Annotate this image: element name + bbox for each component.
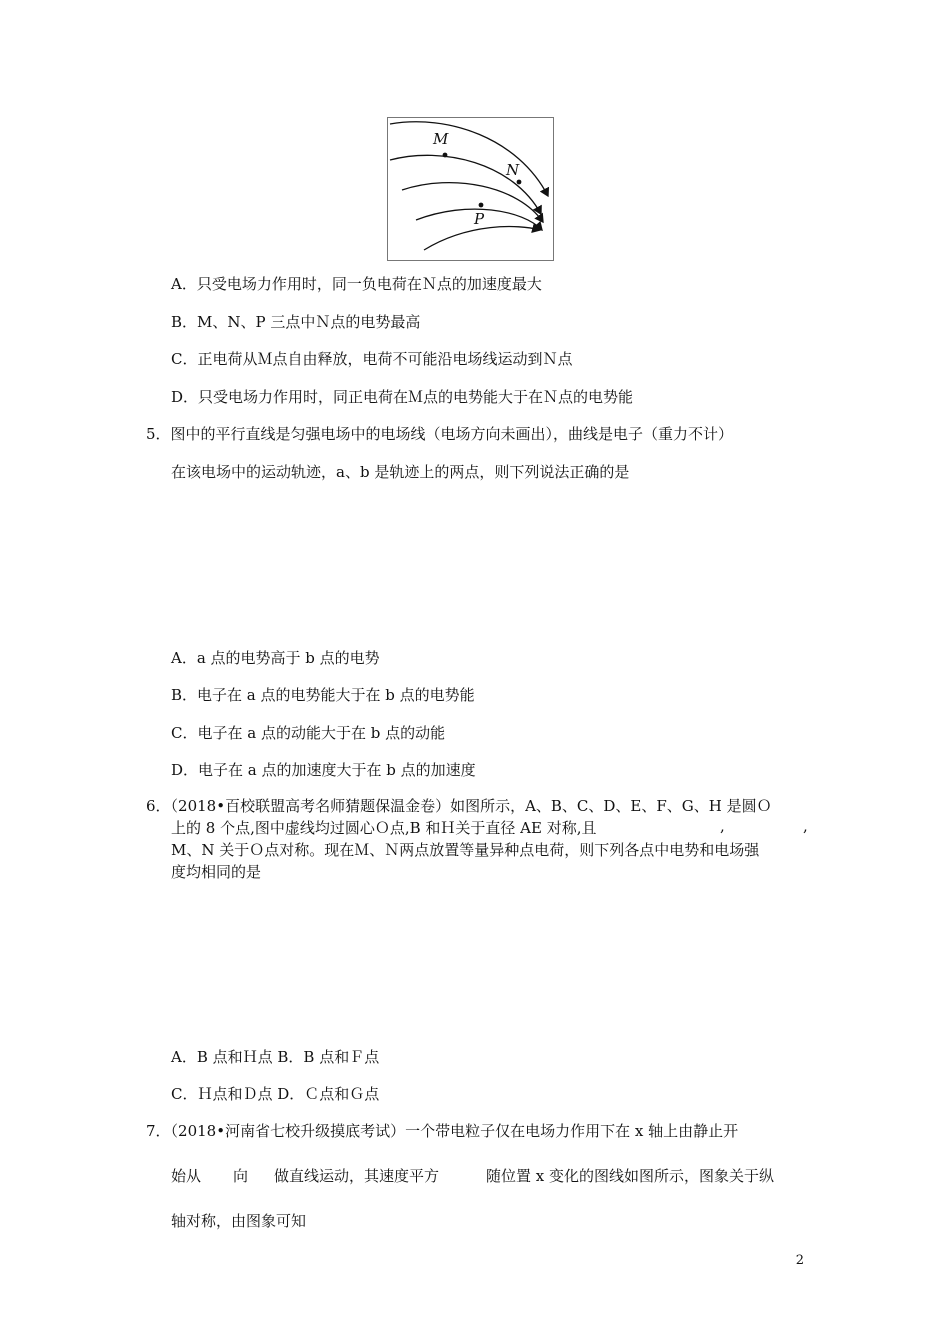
field-lines-diagram: [388, 118, 553, 260]
q6-stem-line4: 度均相同的是: [171, 863, 262, 881]
q7-stem-line3: 轴对称，由图象可知: [171, 1212, 307, 1230]
q7-stem-line2c: 做直线运动，其速度平方: [274, 1167, 440, 1185]
q4-option-b: B．M、N、P 三点中Ｎ点的电势最高: [171, 313, 421, 331]
page-number: 2: [795, 1253, 804, 1268]
q5-stem-line1: 5．图中的平行直线是匀强电场中的电场线（电场方向未画出），曲线是电子（重力不计）: [146, 425, 734, 443]
q7-stem-line2b: 向: [233, 1167, 249, 1185]
q6-stem-line1: 6．（2018•百校联盟高考名师猜题保温金卷）如图所示，A、B、C、D、E、F、G、H 是圆Ｏ: [146, 797, 772, 815]
q5-option-c: C．电子在 a 点的动能大于在 b 点的动能: [171, 724, 446, 742]
q4-option-a: A．只受电场力作用时，同一负电荷在Ｎ点的加速度最大: [171, 275, 542, 293]
q5-option-d: D．电子在 a 点的加速度大于在 b 点的加速度: [171, 761, 476, 779]
point-n: [517, 180, 522, 185]
q6-stem-comma: ,: [720, 817, 725, 835]
q6-options-row2: C．Ｈ点和Ｄ点 D．Ｃ点和Ｇ点: [171, 1085, 380, 1103]
q6-stem-comma: ,: [803, 817, 808, 835]
q7-stem-line1: 7．（2018•河南省七校升级摸底考试）一个带电粒子仅在电场力作用下在 x 轴上由静止开: [146, 1122, 739, 1140]
q5-option-a: A．a 点的电势高于 b 点的电势: [171, 649, 380, 667]
label-m: M: [433, 130, 449, 148]
field-line: [390, 122, 548, 196]
q4-option-d: D．只受电场力作用时，同正电荷在Ｍ点的电势能大于在Ｎ点的电势能: [171, 388, 634, 406]
point-m: [443, 153, 448, 158]
q6-options-row1: A．B 点和Ｈ点 B．B 点和Ｆ点: [171, 1048, 380, 1066]
q7-stem-line2a: 始从: [171, 1167, 202, 1185]
label-n: N: [506, 161, 520, 179]
q4-option-c: C．正电荷从Ｍ点自由释放，电荷不可能沿电场线运动到Ｎ点: [171, 350, 573, 368]
q7-stem-line2d: 随位置 x 变化的图线如图所示，图象关于纵: [486, 1167, 774, 1185]
point-p: [479, 203, 484, 208]
q5-option-b: B．电子在 a 点的电势能大于在 b 点的电势能: [171, 686, 475, 704]
field-lines-figure: [387, 117, 554, 261]
q5-stem-line2: 在该电场中的运动轨迹，a、b 是轨迹上的两点，则下列说法正确的是: [171, 463, 630, 481]
q6-stem-line3: M、N 关于Ｏ点对称。现在Ｍ、Ｎ两点放置等量异种点电荷，则下列各点中电势和电场强: [171, 841, 760, 859]
q6-stem-line2: 上的 8 个点,图中虚线均过圆心Ｏ点,B 和Ｈ关于直径 AE 对称,且: [171, 819, 597, 837]
label-p: P: [474, 210, 485, 228]
field-line: [424, 227, 540, 250]
